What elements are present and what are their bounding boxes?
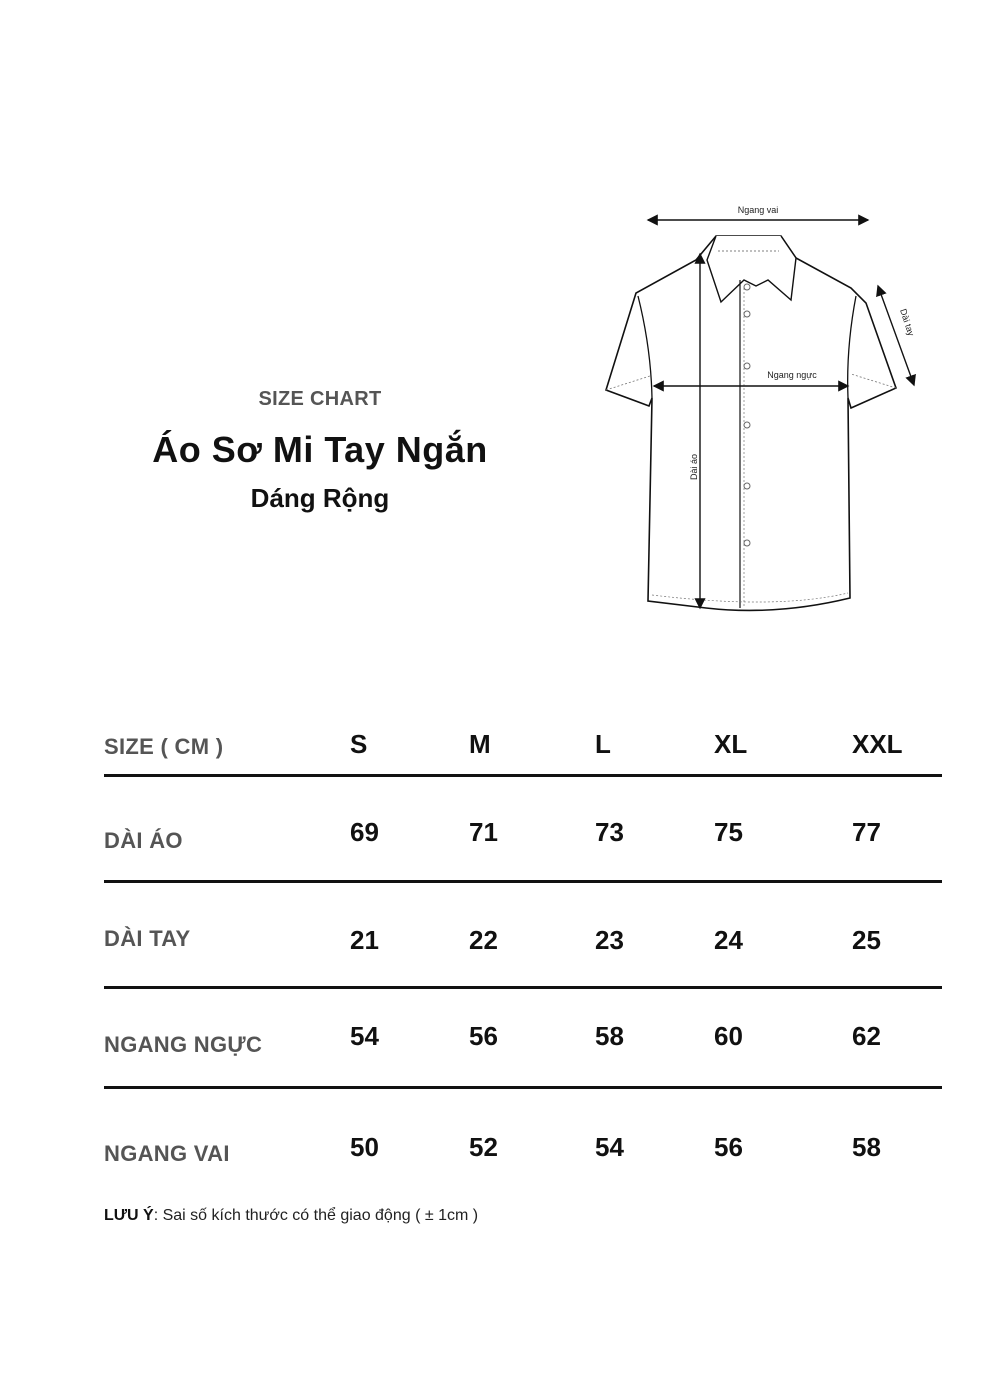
- shirt-measurement-diagram: [596, 198, 926, 618]
- note-text: : Sai số kích thước có thể giao động ( ± 1cm ): [153, 1207, 479, 1224]
- table-cell: 62: [852, 1021, 881, 1051]
- size-table: [104, 722, 942, 1179]
- table-cell: 71: [469, 817, 498, 847]
- shirt-outline-icon: [596, 198, 926, 618]
- table-cell: 52: [469, 1132, 498, 1162]
- table-cell: 77: [852, 817, 881, 847]
- row-label: DÀI ÁO: [104, 828, 183, 853]
- table-header-row: [104, 722, 942, 777]
- shoulder-label: Ngang vai: [737, 205, 779, 215]
- table-cell: 58: [852, 1132, 881, 1162]
- row-label: DÀI TAY: [104, 926, 191, 951]
- table-cell: 22: [469, 925, 498, 955]
- tolerance-note: [104, 1207, 478, 1225]
- product-title: Áo Sơ Mi Tay Ngắn: [152, 429, 488, 470]
- size-unit-header: SIZE ( CM ): [104, 734, 224, 759]
- size-header-xxl: XXL: [852, 729, 903, 759]
- table-cell: 60: [714, 1021, 743, 1051]
- length-label: Dài áo: [689, 453, 699, 480]
- table-cell: 69: [350, 817, 379, 847]
- table-row: [104, 883, 942, 989]
- table-cell: 56: [469, 1021, 498, 1051]
- note-prefix: LƯU Ý: [104, 1207, 154, 1224]
- table-cell: 21: [350, 925, 379, 955]
- table-cell: 54: [595, 1132, 624, 1162]
- sleeve-label: Dài tay: [898, 307, 917, 338]
- row-label: NGANG NGỰC: [104, 1032, 263, 1057]
- row-label: NGANG VAI: [104, 1141, 230, 1166]
- size-header-xl: XL: [714, 729, 748, 759]
- table-cell: 75: [714, 817, 743, 847]
- size-header-m: M: [469, 729, 491, 759]
- table-cell: 73: [595, 817, 624, 847]
- table-row: [104, 777, 942, 883]
- table-cell: 54: [350, 1021, 379, 1051]
- size-header-l: L: [595, 729, 611, 759]
- table-cell: 23: [595, 925, 624, 955]
- size-header-s: S: [350, 729, 368, 759]
- table-row: [104, 989, 942, 1089]
- fit-subtitle: Dáng Rộng: [250, 483, 390, 513]
- table-cell: 50: [350, 1132, 379, 1162]
- table-cell: 58: [595, 1021, 624, 1051]
- table-cell: 25: [852, 925, 881, 955]
- size-chart-kicker: SIZE CHART: [258, 388, 382, 410]
- table-row: [104, 1089, 942, 1179]
- chest-label: Ngang ngực: [767, 370, 817, 380]
- heading-block: [140, 388, 500, 514]
- table-cell: 24: [714, 925, 743, 955]
- table-cell: 56: [714, 1132, 743, 1162]
